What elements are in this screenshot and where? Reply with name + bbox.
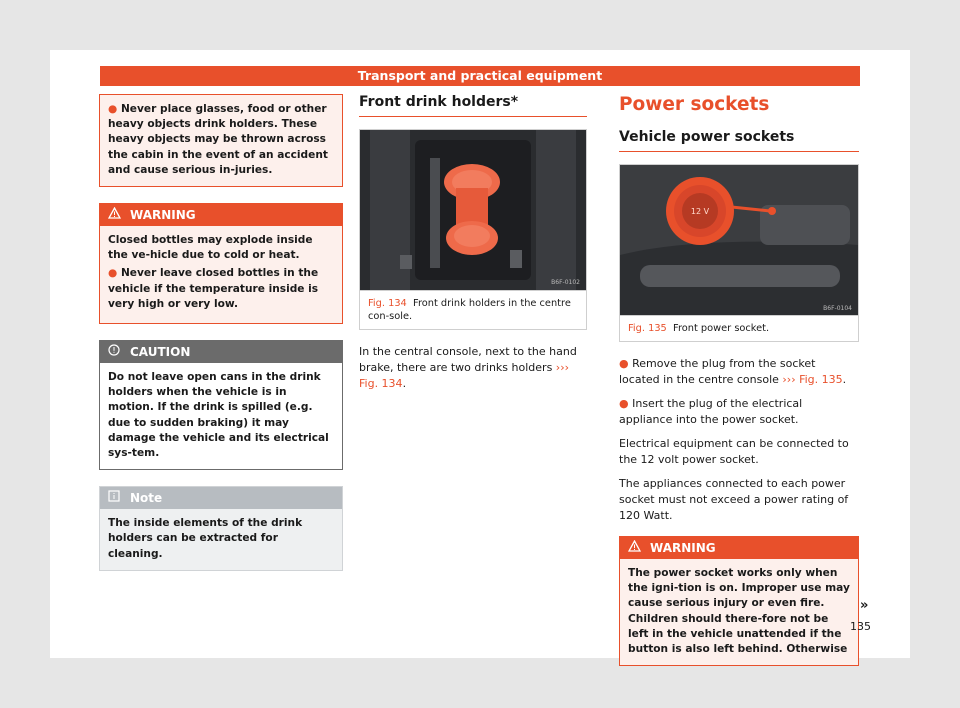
bullet-dot-icon: ● (619, 357, 633, 370)
figure-135-caption (620, 315, 858, 341)
warning-triangle-icon (108, 204, 130, 226)
page-header: Transport and practical equipment (100, 66, 860, 86)
page-number: 135 (850, 620, 871, 633)
figure-134-caption (360, 290, 586, 329)
drink-holder-image (360, 130, 586, 290)
figure-code: B6F-0104 (823, 305, 852, 312)
note-heading: Note (130, 491, 163, 506)
bullet-dot-icon: ● (619, 397, 633, 410)
step-1 (619, 356, 859, 388)
body-end: . (402, 377, 407, 390)
body-text: In the central console, next to the hand brake, there are two drinks holders (359, 345, 577, 374)
step-1-text: Remove the plug from the socket located in the centre console (619, 357, 816, 386)
info-icon (108, 487, 130, 509)
paragraph-1: Electrical equipment can be connected to the 12 volt power socket. (619, 437, 849, 466)
intro-warning-box (99, 94, 343, 187)
paragraph-2: The appliances connected to each power socket must not exceed a power rating of 120 Watt. (619, 477, 849, 522)
figure-caption-text: Front power socket. (673, 323, 770, 334)
caution-box (99, 340, 343, 470)
figure-134-link[interactable]: ››› Fig. 134 (359, 361, 569, 390)
figure-label: Fig. 135 (628, 323, 667, 334)
figure-caption-text: Front drink holders in the centre con-sole. (368, 298, 571, 322)
note-text: The inside elements of the drink holders can be extracted for cleaning. (108, 517, 303, 560)
power-socket-image (620, 165, 858, 315)
caution-header (100, 341, 342, 363)
warning-line-2: Never leave closed bottles in the vehicle if the temperature inside is very high or very low. (108, 267, 319, 310)
figure-135-link[interactable]: ››› Fig. 135 (782, 373, 843, 386)
warning-box (99, 203, 343, 324)
note-header (100, 487, 342, 509)
caution-heading: CAUTION (130, 345, 191, 360)
figure-label: Fig. 134 (368, 298, 407, 309)
caution-circle-icon (108, 341, 130, 363)
drink-holders-title: Front drink holders* (359, 94, 587, 117)
warning-header (620, 537, 858, 559)
left-column (99, 94, 343, 587)
note-box (99, 486, 343, 571)
right-column (619, 94, 859, 682)
vehicle-power-sockets-subtitle: Vehicle power sockets (619, 129, 859, 152)
figure-135 (619, 164, 859, 342)
bullet-dot-icon: ● (108, 267, 121, 280)
socket-badge: 12 V (690, 207, 710, 216)
warning-triangle-icon (628, 537, 650, 559)
warning-line-1: Closed bottles may explode inside the ve-hicle due to cold or heat. (108, 234, 313, 262)
manual-page (50, 50, 910, 658)
continue-marker: » (860, 598, 869, 613)
middle-column (359, 94, 587, 392)
power-sockets-title: Power sockets (619, 94, 770, 115)
step-2-text: Insert the plug of the electrical appliance into the power socket. (619, 397, 803, 426)
warning-header (100, 204, 342, 226)
socket-warning-box (619, 536, 859, 666)
warning-heading: WARNING (650, 541, 716, 555)
step-2 (619, 396, 859, 428)
caution-text: Do not leave open cans in the drink holders when the vehicle is in motion. If the drink is spilled (e.g. due to sudden braking) it may damage the vehicle and its electrical sys-tem. (108, 371, 329, 460)
warning-heading: WARNING (130, 208, 196, 223)
intro-text: Never place glasses, food or other heavy objects drink holders. These heavy objects may be thrown across the cabin in the event of an accident and cause serious in-juries. (108, 103, 328, 176)
figure-code: B6F-0102 (551, 279, 580, 286)
bullet-dot-icon: ● (108, 103, 121, 115)
figure-134 (359, 129, 587, 330)
socket-warning-text: The power socket works only when the igni-tion is on. Improper use may cause serious injury or even fire. Children should there-fore not be left in the vehicle unattended if the button is also left behind. Otherwise (628, 567, 850, 656)
drink-holders-text (359, 344, 587, 392)
step-1-end: . (842, 373, 847, 386)
